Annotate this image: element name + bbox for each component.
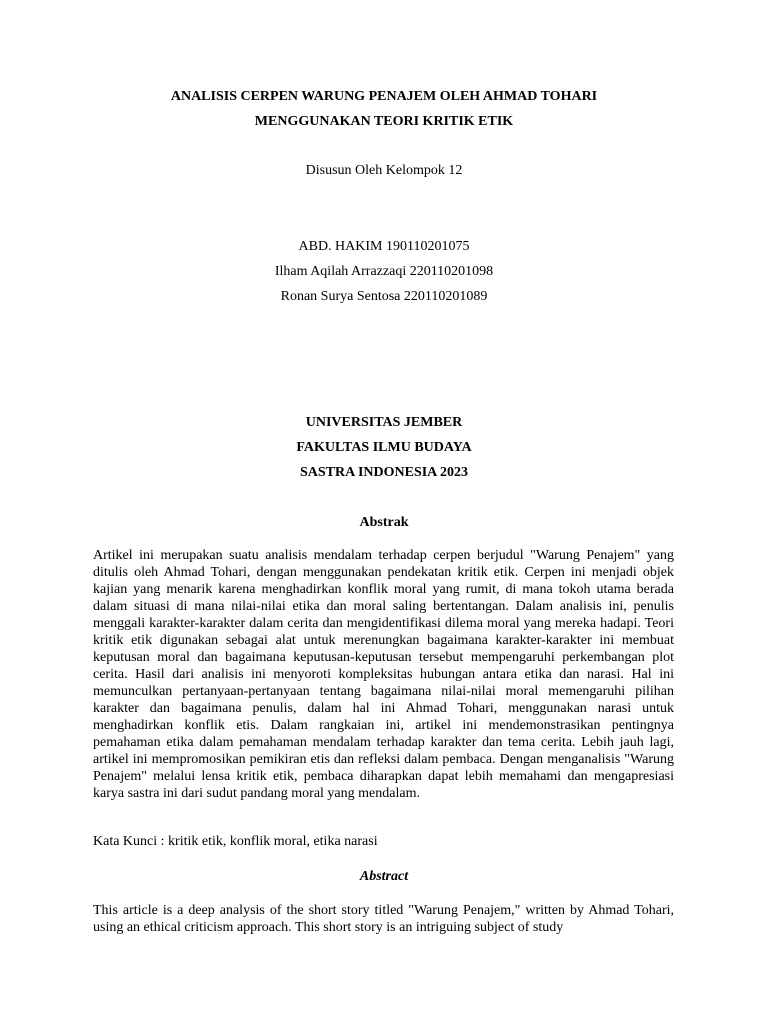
prepared-by (0, 158, 768, 183)
author-1: ABD. HAKIM 190110201075 (298, 239, 470, 254)
prepared-by-text: Disusun Oleh Kelompok 12 (305, 163, 463, 178)
author-list (0, 234, 768, 309)
title-line-1: ANALISIS CERPEN WARUNG PENAJEM OLEH AHMAD TOHARI (170, 89, 598, 104)
author-2: Ilham Aqilah Arrazzaqi 220110201098 (274, 264, 494, 279)
institution-block (0, 410, 768, 485)
university-name: UNIVERSITAS JEMBER (305, 415, 463, 430)
abstract-heading (0, 864, 768, 889)
title-line-2: MENGGUNAKAN TEORI KRITIK ETIK (254, 114, 514, 129)
faculty-name: FAKULTAS ILMU BUDAYA (296, 440, 472, 455)
abstract-body: This article is a deep analysis of the short story titled "Warung Penajem," written by Ahmad Tohari, using an ethical criticism approach. This short story is an intriguing subject of study (93, 903, 674, 935)
abstract-heading-text: Abstract (359, 869, 409, 884)
author-3: Ronan Surya Sentosa 220110201089 (280, 289, 488, 304)
abstrak-body: Artikel ini merupakan suatu analisis mendalam terhadap cerpen berjudul "Warung Penajem" yang ditulis oleh Ahmad Tohari, dengan menggunakan pendekatan kritik etik. Cerpen ini menjadi objek kajian yang menarik karena menghadirkan konflik moral yang rumit, di mana tokoh utama berada dalam situasi di mana nilai-nilai etika dan moral saling bertentangan. Dalam analisis ini, penulis menggali karakter-karakter dalam cerita dan mengidentifikasi dilema moral yang mereka hadapi. Teori kritik etik digunakan sebagai alat untuk merenungkan bagaimana karakter-karakter ini membuat keputusan moral dan bagaimana keputusan-keputusan tersebut mempengaruhi perkembangan plot cerita. Hasil dari analisis ini menyoroti kompleksitas hubungan antara etika dan narasi. Hal ini memunculkan pertanyaan-pertanyaan tentang bagaimana nilai-nilai moral memengaruhi pilihan karakter dan bagaimana penulis, dalam hal ini Ahmad Tohari, menggunakan narasi untuk menghadirkan konflik etis. Dalam rangkaian ini, artikel ini mendemonstrasikan pentingnya pemahaman etika dalam pemahaman mendalam terhadap karakter dan tema cerita. Lebih jauh lagi, artikel ini mempromosikan pemikiran etis dan refleksi dalam pembaca. Dengan menganalisis "Warung Penajem" melalui lensa kritik etik, pembaca diharapkan dapat lebih memahami dan mengapresiasi karya sastra ini dari sudut pandang moral yang mendalam. (93, 548, 674, 801)
title-block (0, 84, 768, 134)
abstrak-heading-text: Abstrak (359, 515, 409, 530)
abstrak-heading (0, 510, 768, 535)
program-name: SASTRA INDONESIA 2023 (299, 465, 469, 480)
keywords: Kata Kunci : kritik etik, konflik moral, etika narasi (93, 834, 378, 849)
